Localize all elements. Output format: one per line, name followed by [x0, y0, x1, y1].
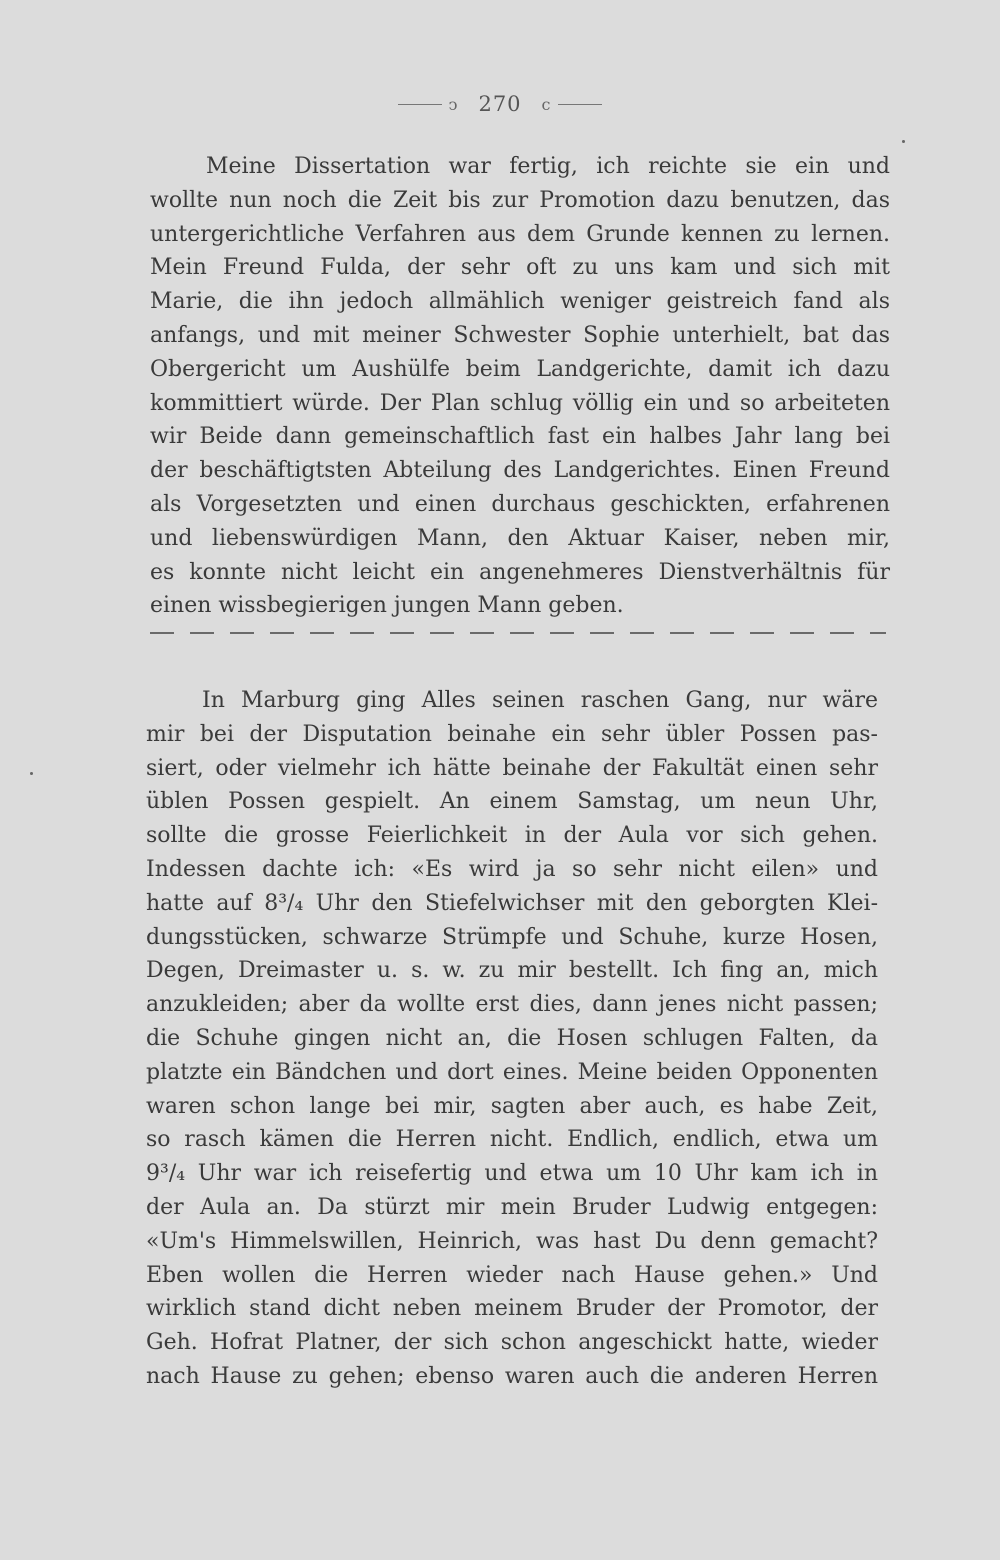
header-ornament-right: c — [541, 94, 552, 114]
text-line: hatte auf 8³/₄ Uhr den Stiefelwichser mit den geborgten Klei- — [146, 890, 878, 916]
text-line: Degen, Dreimaster u. s. w. zu mir bestellt. Ich fing an, mich — [146, 958, 878, 984]
paper-speck — [902, 140, 905, 143]
section-separator-dashes — [150, 632, 886, 634]
text-line: platzte ein Bändchen und dort eines. Meine beiden Opponenten — [146, 1059, 878, 1085]
text-line: so rasch kämen die Herren nicht. Endlich, endlich, etwa um — [146, 1127, 878, 1153]
text-line: und liebenswürdigen Mann, den Aktuar Kaiser, neben mir, — [150, 525, 890, 551]
text-line: In Marburg ging Alles seinen raschen Gang, nur wäre — [202, 688, 878, 713]
page-header — [0, 92, 1000, 116]
text-line: anzukleiden; aber da wollte erst dies, dann jenes nicht passen; — [146, 992, 878, 1018]
text-line: die Schuhe gingen nicht an, die Hosen schlugen Falten, da — [146, 1025, 878, 1051]
header-ornament-left: ↄ — [448, 94, 459, 114]
text-line: Marie, die ihn jedoch allmählich weniger geistreich fand als — [150, 289, 890, 315]
text-line: Geh. Hofrat Platner, der sich schon angeschickt hatte, wieder — [146, 1330, 878, 1356]
text-line: wollte nun noch die Zeit bis zur Promotion dazu benutzen, das — [150, 187, 890, 213]
text-line: einen wissbegierigen jungen Mann geben. — [150, 593, 624, 619]
text-line: Meine Dissertation war fertig, ich reichte sie ein und — [206, 154, 890, 179]
text-line: untergerichtliche Verfahren aus dem Grunde kennen zu lernen. — [150, 221, 890, 247]
text-line: der beschäftigtsten Abteilung des Landgerichtes. Einen Freund — [150, 458, 890, 484]
page-number: 270 — [478, 92, 522, 116]
text-line: wirklich stand dicht neben meinem Bruder der Promotor, der — [146, 1296, 878, 1322]
paragraph-marburg-disputation — [146, 684, 878, 1394]
text-line: als Vorgesetzten und einen durchaus geschickten, erfahrenen — [150, 491, 890, 517]
paragraph-dissertation — [150, 150, 890, 623]
text-line: es konnte nicht leicht ein angenehmeres Dienstverhältnis für — [150, 559, 890, 585]
text-line: Mein Freund Fulda, der sehr oft zu uns kam und sich mit — [150, 255, 890, 281]
text-line: 9³/₄ Uhr war ich reisefertig und etwa um 10 Uhr kam ich in — [146, 1161, 878, 1187]
text-line: «Um's Himmelswillen, Heinrich, was hast Du denn gemacht? — [146, 1228, 878, 1254]
text-line: sollte die grosse Feierlichkeit in der Aula vor sich gehen. — [146, 823, 878, 849]
text-line: anfangs, und mit meiner Schwester Sophie unterhielt, bat das — [150, 322, 890, 348]
text-line: dungsstücken, schwarze Strümpfe und Schuhe, kurze Hosen, — [146, 924, 878, 950]
text-line: wir Beide dann gemeinschaftlich fast ein halbes Jahr lang bei — [150, 424, 890, 450]
text-line: siert, oder vielmehr ich hätte beinahe der Fakultät einen sehr — [146, 755, 878, 781]
header-rule-left — [398, 104, 442, 105]
text-line: Obergericht um Aushülfe beim Landgerichte, damit ich dazu — [150, 356, 890, 382]
text-line: waren schon lange bei mir, sagten aber auch, es habe Zeit, — [146, 1093, 878, 1119]
text-line: Eben wollen die Herren wieder nach Hause gehen.» Und — [146, 1262, 878, 1288]
header-rule-right — [558, 104, 602, 105]
paper-speck — [30, 772, 33, 775]
text-line: nach Hause zu gehen; ebenso waren auch die anderen Herren — [146, 1363, 878, 1389]
text-line: der Aula an. Da stürzt mir mein Bruder Ludwig entgegen: — [146, 1194, 878, 1220]
text-line: mir bei der Disputation beinahe ein sehr übler Possen pas- — [146, 721, 878, 747]
text-line: kommittiert würde. Der Plan schlug völlig ein und so arbeiteten — [150, 390, 890, 416]
text-line: Indessen dachte ich: «Es wird ja so sehr nicht eilen» und — [146, 856, 878, 882]
text-line: üblen Possen gespielt. An einem Samstag, um neun Uhr, — [146, 789, 878, 815]
